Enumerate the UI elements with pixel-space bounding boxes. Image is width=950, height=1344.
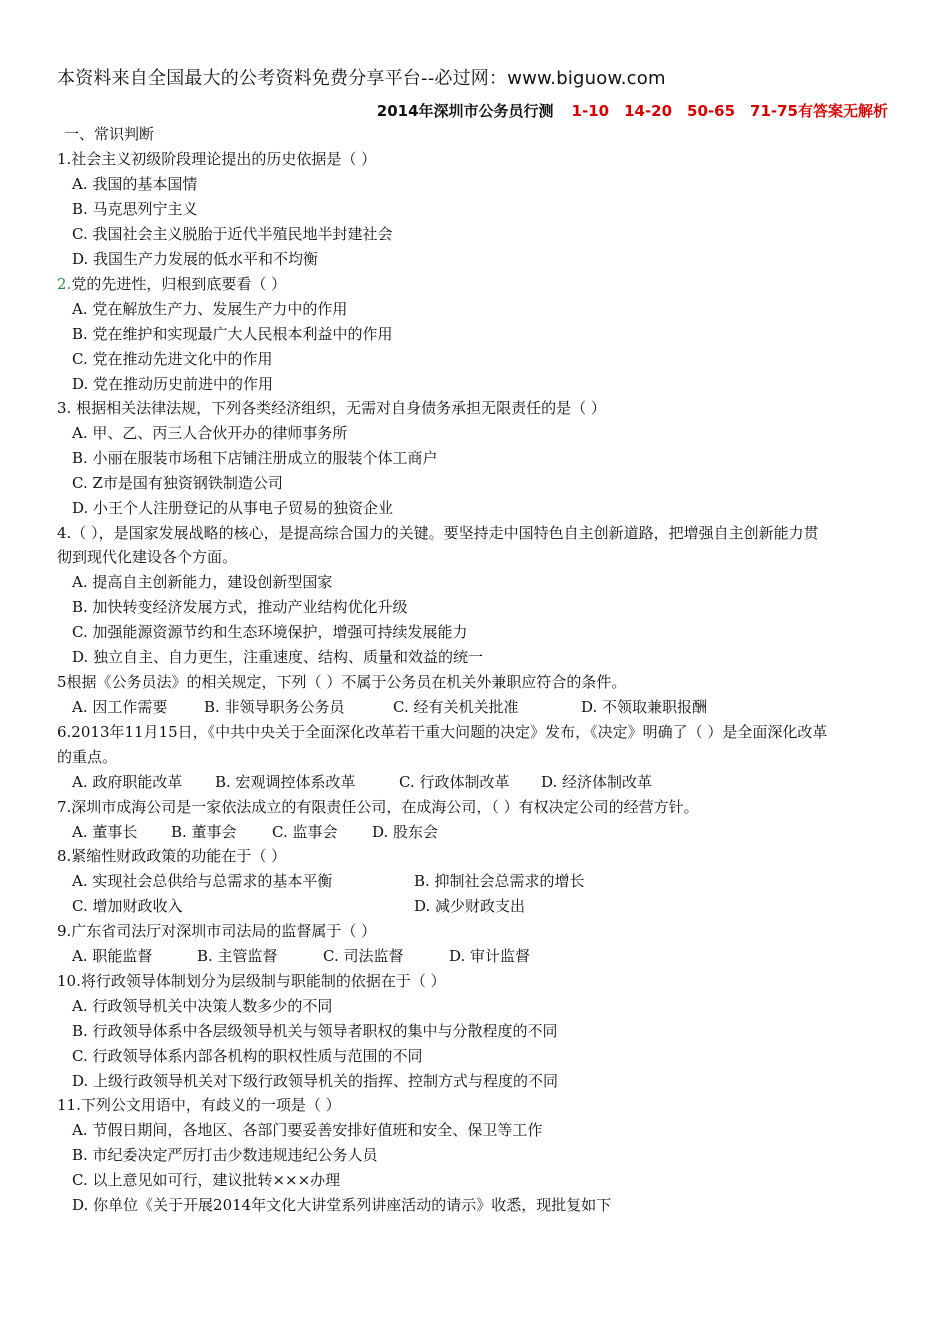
q5-option-b: B. 非领导职务公务员 [204, 698, 345, 716]
q11-option-b: B. 市纪委决定严厉打击少数违规违纪公务人员 [72, 1146, 378, 1164]
question-1-stem: 1.社会主义初级阶段理论提出的历史依据是（ ） [57, 150, 377, 168]
question-6-stem-line2: 的重点。 [57, 748, 118, 766]
q5-option-d: D. 不领取兼职报酬 [581, 698, 708, 716]
question-2-stem [57, 274, 910, 294]
q9-option-b: B. 主管监督 [197, 947, 278, 965]
question-4-stem-line1: 4.（ ），是国家发展战略的核心，是提高综合国力的关键。要坚持走中国特色自主创新道路，把增强自主创新能力贯 [57, 524, 819, 542]
q10-option-c: C. 行政领导体系内部各机构的职权性质与范围的不同 [72, 1047, 423, 1065]
section-heading: 一、常识判断 [64, 125, 155, 143]
q5-option-a: A. 因工作需要 [72, 698, 168, 716]
q8-option-c: C. 增加财政收入 [72, 897, 183, 915]
q2-option-c: C. 党在推动先进文化中的作用 [72, 350, 273, 368]
q8-options-row2 [72, 896, 910, 916]
q5-options [72, 697, 910, 717]
q2-option-a: A. 党在解放生产力、发展生产力中的作用 [72, 300, 348, 318]
question-7-stem: 7.深圳市成海公司是一家依法成立的有限责任公司，在成海公司，（ ）有权决定公司的经营方针。 [57, 798, 699, 816]
q11-option-c: C. 以上意见如可行，建议批转×××办理 [72, 1171, 341, 1189]
q5-option-c: C. 经有关机关批准 [393, 698, 519, 716]
question-11-stem: 11.下列公文用语中，有歧义的一项是（ ） [57, 1096, 341, 1114]
question-3-stem: 3. 根据相关法律法规，下列各类经济组织，无需对自身债务承担无限责任的是（ ） [57, 399, 606, 417]
q8-option-b: B. 抑制社会总需求的增长 [414, 872, 585, 890]
q2-option-d: D. 党在推动历史前进中的作用 [72, 375, 274, 393]
q4-option-a: A. 提高自主创新能力，建设创新型国家 [72, 573, 333, 591]
q10-option-a: A. 行政领导机关中决策人数多少的不同 [72, 997, 333, 1015]
q6-options [72, 772, 910, 792]
title-note: 1-10 14-20 50-65 71-75有答案无解析 [571, 102, 888, 120]
q1-option-a: A. 我国的基本国情 [72, 175, 198, 193]
source-line: 本资料来自全国最大的公考资料免费分享平台--必过网：www.biguow.com [57, 68, 666, 89]
q8-option-a: A. 实现社会总供给与总需求的基本平衡 [72, 872, 333, 890]
q9-option-a: A. 职能监督 [72, 947, 153, 965]
q9-options [72, 946, 910, 966]
q9-option-c: C. 司法监督 [323, 947, 404, 965]
q3-option-a: A. 甲、乙、丙三人合伙开办的律师事务所 [72, 424, 348, 442]
q7-options [72, 822, 910, 842]
page-title [377, 100, 888, 121]
q1-option-b: B. 马克思列宁主义 [72, 200, 198, 218]
q2-number: 2. [57, 275, 72, 293]
q7-option-d: D. 股东会 [372, 823, 439, 841]
q1-option-c: C. 我国社会主义脱胎于近代半殖民地半封建社会 [72, 225, 393, 243]
q7-option-c: C. 监事会 [272, 823, 338, 841]
question-9-stem: 9.广东省司法厅对深圳市司法局的监督属于（ ） [57, 922, 377, 940]
question-5-stem: 5根据《公务员法》的相关规定，下列（ ）不属于公务员在机关外兼职应符合的条件。 [57, 673, 627, 691]
q2-stem-text: 党的先进性，归根到底要看（ ） [71, 275, 287, 293]
q1-option-d: D. 我国生产力发展的低水平和不均衡 [72, 250, 319, 268]
q4-option-c: C. 加强能源资源节约和生态环境保护，增强可持续发展能力 [72, 623, 468, 641]
question-10-stem: 10.将行政领导体制划分为层级制与职能制的依据在于（ ） [57, 972, 446, 990]
q9-option-d: D. 审计监督 [449, 947, 531, 965]
q3-option-d: D. 小王个人注册登记的从事电子贸易的独资企业 [72, 499, 394, 517]
q7-option-b: B. 董事会 [171, 823, 237, 841]
q8-option-d: D. 减少财政支出 [414, 897, 526, 915]
q6-option-a: A. 政府职能改革 [72, 773, 183, 791]
q6-option-d: D. 经济体制改革 [541, 773, 653, 791]
q3-option-b: B. 小丽在服装市场租下店铺注册成立的服装个体工商户 [72, 449, 438, 467]
q10-option-b: B. 行政领导体系中各层级领导机关与领导者职权的集中与分散程度的不同 [72, 1022, 558, 1040]
q11-option-d: D. 你单位《关于开展2014年文化大讲堂系列讲座活动的请示》收悉，现批复如下 [72, 1196, 612, 1214]
q4-option-b: B. 加快转变经济发展方式，推动产业结构优化升级 [72, 598, 408, 616]
q8-options-row1 [72, 871, 910, 891]
q6-option-b: B. 宏观调控体系改革 [215, 773, 356, 791]
question-8-stem: 8.紧缩性财政政策的功能在于（ ） [57, 847, 287, 865]
q10-option-d: D. 上级行政领导机关对下级行政领导机关的指挥、控制方式与程度的不同 [72, 1072, 559, 1090]
q11-option-a: A. 节假日期间，各地区、各部门要妥善安排好值班和安全、保卫等工作 [72, 1121, 543, 1139]
question-6-stem-line1: 6.2013年11月15日，《中共中央关于全面深化改革若干重大问题的决定》发布，《决定》明确了（ ）是全面深化改革 [57, 723, 828, 741]
q2-option-b: B. 党在维护和实现最广大人民根本利益中的作用 [72, 325, 393, 343]
q3-option-c: C. Z市是国有独资钢铁制造公司 [72, 474, 283, 492]
q6-option-c: C. 行政体制改革 [399, 773, 510, 791]
q4-option-d: D. 独立自主、自力更生，注重速度、结构、质量和效益的统一 [72, 648, 484, 666]
q7-option-a: A. 董事长 [72, 823, 138, 841]
question-4-stem-line2: 彻到现代化建设各个方面。 [57, 548, 238, 566]
title-text: 2014年深圳市公务员行测 [376, 102, 554, 120]
